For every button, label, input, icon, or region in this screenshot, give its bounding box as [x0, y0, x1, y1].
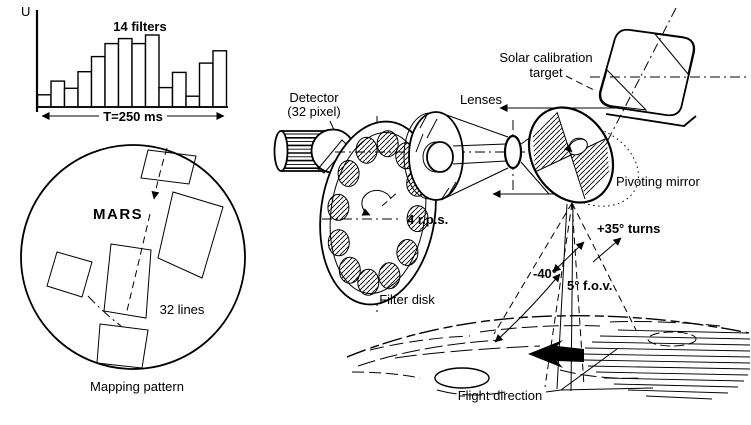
filter-element: [358, 269, 379, 295]
bar: [146, 35, 160, 107]
bar: [200, 63, 214, 107]
filter-element: [338, 161, 359, 187]
surface-hatch: [628, 390, 728, 393]
turns-arrow: [593, 238, 621, 262]
solar-target-label-line1: Solar calibration: [499, 50, 593, 65]
lenses-label: Lenses: [460, 92, 502, 107]
mapping-pattern: [21, 145, 245, 394]
lines-count-label: 32 lines: [159, 302, 205, 317]
surface-hatch: [585, 348, 750, 351]
label-leader: [566, 76, 596, 91]
bar: [186, 96, 200, 107]
filter-disk-caption: Filter disk: [379, 292, 435, 307]
filter-element: [328, 194, 349, 220]
chart-title: 14 filters: [113, 19, 167, 34]
bar: [119, 39, 133, 107]
bar: [38, 95, 52, 107]
bar: [173, 72, 187, 107]
surface-hatch: [596, 372, 748, 375]
lens-ring-hole: [427, 142, 453, 172]
mars-disk: [21, 145, 245, 369]
bar: [105, 44, 119, 107]
target-plate: [600, 30, 695, 116]
surface-hatch: [646, 396, 712, 399]
y-axis-label: U: [21, 4, 31, 19]
bar: [213, 51, 227, 107]
bar: [51, 81, 65, 107]
bar-chart-bars: [38, 35, 227, 107]
detector-label-line2: (32 pixel): [287, 104, 341, 119]
minus40-label: -40°: [533, 266, 557, 281]
detector-cylinder-cap: [275, 131, 288, 171]
mapping-caption: Mapping pattern: [90, 379, 184, 394]
surface-hatch: [584, 360, 750, 363]
turns-label: +35° turns: [597, 221, 661, 236]
filter-element: [328, 230, 349, 256]
detector-label-line1: Detector: [289, 90, 339, 105]
crater: [435, 368, 489, 388]
sight-line: [571, 204, 573, 391]
pivoting-mirror-label: Pivoting mirror: [616, 174, 700, 189]
surface-flight-arrow: [528, 340, 584, 368]
filter-element: [356, 137, 377, 163]
filter-element: [379, 263, 400, 289]
small-lens: [505, 136, 521, 168]
scan-angles: [494, 203, 660, 391]
bar: [92, 57, 106, 107]
bar: [65, 88, 79, 107]
period-label: T=250 ms: [103, 109, 163, 124]
scan-range-arc: [495, 274, 560, 342]
filter-element: [377, 131, 398, 157]
rps-label: 4 r.p.s.: [407, 212, 449, 227]
fov-label: 5° f.o.v.: [567, 278, 613, 293]
solar-target-label-line2: target: [529, 65, 563, 80]
surface-hatch: [588, 366, 750, 369]
bar: [132, 44, 146, 107]
flight-direction-label: Flight direction: [457, 388, 543, 403]
surface-hatch: [600, 336, 750, 339]
mars-label: MARS: [93, 206, 144, 223]
filter-timing-chart: [21, 4, 228, 124]
surface-hatch: [614, 384, 738, 387]
bar: [159, 88, 173, 107]
fov-arrow: [553, 242, 584, 272]
surface-hatch: [592, 342, 750, 345]
bar: [78, 72, 92, 107]
filter-element: [397, 240, 418, 266]
filter-element: [339, 257, 360, 283]
planet-surface: [347, 316, 750, 403]
